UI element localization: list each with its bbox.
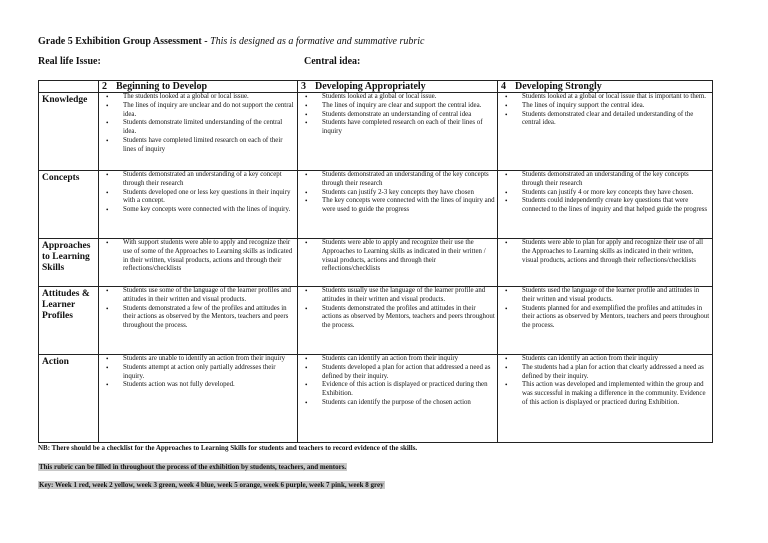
criterion-label: Attitudes & Learner Profiles xyxy=(39,287,99,355)
criterion-label: Approaches to Learning Skills xyxy=(39,239,99,287)
color-key: Key: Week 1 red, week 2 yellow, week 3 green, week 4 blue, week 5 orange, week 6 purple, week 7 pink, week 8 grey xyxy=(39,481,384,489)
descriptor-item: • Students have completed limited research on each of their lines of inquiry xyxy=(123,137,295,155)
descriptor-item: • Students were able to apply and recognize their use the Approaches to Learning skills as indicated in their written / visual products, actions and through their reflections/checklists xyxy=(322,239,495,274)
descriptor-item: • Students action was not fully developed. xyxy=(123,381,295,390)
descriptor-item: • Students could independently create key questions that were connected to the lines of inquiry and that helped guide the progress xyxy=(522,197,710,215)
descriptor-item: • Students demonstrate an understanding of central idea xyxy=(322,111,495,120)
descriptor-item: • Students looked at a global or local issue that is important to them. xyxy=(522,93,710,102)
rubric-cell xyxy=(298,171,498,239)
rubric-cell xyxy=(99,171,298,239)
descriptor-list xyxy=(298,239,495,274)
descriptor-item: • This action was developed and implemented within the group and was successful in making a difference in the community. Evidence of this action is displayed or practiced during Exhibition. xyxy=(522,381,710,407)
descriptor-item: • Students demonstrated a few of the profiles and attitudes in their actions as observed by the Mentors, teachers and peers throughout the process. xyxy=(123,305,295,331)
title-subtitle: This is designed as a formative and summative rubric xyxy=(210,36,425,47)
descriptor-item: • Students developed one or less key questions in their inquiry with a concept. xyxy=(123,189,295,207)
descriptor-list xyxy=(99,355,295,390)
descriptor-item: • Students can justify 4 or more key concepts they have chosen. xyxy=(522,189,710,198)
criterion-label: Knowledge xyxy=(39,93,99,171)
central-idea-label: Central idea: xyxy=(304,56,361,67)
descriptor-item: • Students demonstrated an understanding of the key concepts through their research xyxy=(322,171,495,189)
descriptor-item: • Students used the language of the learner profile and attitudes in their written and visual products. xyxy=(522,287,710,305)
rubric-cell xyxy=(498,239,713,287)
descriptor-list xyxy=(498,93,710,128)
rubric-row xyxy=(39,355,713,443)
descriptor-list xyxy=(298,171,495,215)
descriptor-item: • The students had a plan for action that clearly addressed a need as defined by their inquiry. xyxy=(522,364,710,382)
descriptor-item: • Evidence of this action is displayed or practiced during then Exhibition. xyxy=(322,381,495,399)
rubric-row xyxy=(39,287,713,355)
descriptor-item: • Students can identify the purpose of the chosen action xyxy=(322,399,495,408)
descriptor-list xyxy=(99,287,295,331)
criterion-label: Concepts xyxy=(39,171,99,239)
descriptor-list xyxy=(99,93,295,155)
fill-note: This rubric can be filled in throughout the process of the exhibition by students, teachers, and mentors. xyxy=(39,463,347,471)
descriptor-list xyxy=(498,355,710,408)
rubric-row xyxy=(39,93,713,171)
descriptor-item: • Students looked at a global or local issue. xyxy=(322,93,495,102)
criterion-label: Action xyxy=(39,355,99,443)
descriptor-list xyxy=(298,355,495,408)
descriptor-item: • Students demonstrate limited understanding of the central idea. xyxy=(123,119,295,137)
rubric-cell xyxy=(298,287,498,355)
descriptor-list xyxy=(99,239,295,274)
rubric-cell xyxy=(298,93,498,171)
descriptor-list xyxy=(99,171,295,215)
descriptor-list xyxy=(298,93,495,137)
rubric-cell xyxy=(498,93,713,171)
rubric-cell xyxy=(99,287,298,355)
rubric-cell xyxy=(99,93,298,171)
descriptor-item: • Students can identify an action from their inquiry xyxy=(522,355,710,364)
descriptor-item: • Students attempt at action only partially addresses their inquiry. xyxy=(123,364,295,382)
descriptor-item: • Students developed a plan for action that addressed a need as defined by their inquiry. xyxy=(322,364,495,382)
descriptor-item: • Students have completed research on each of their lines of inquiry xyxy=(322,119,495,137)
descriptor-item: • With support students were able to apply and recognize their use of some of the Approaches to Learning skills as indicated in their written, visual products, actions and through their reflections/checklists xyxy=(123,239,295,274)
descriptor-item: • Students can identify an action from their inquiry xyxy=(322,355,495,364)
criterion-header xyxy=(39,81,99,93)
real-life-issue-label: Real life Issue: xyxy=(38,56,101,67)
col-header-strongly: 4 Developing Strongly xyxy=(498,81,713,93)
descriptor-list xyxy=(498,239,710,265)
descriptor-list xyxy=(498,171,710,215)
rubric-table xyxy=(38,80,713,443)
col-header-beginning: 2 Beginning to Develop xyxy=(99,81,298,93)
rubric-cell xyxy=(99,239,298,287)
descriptor-item: • Some key concepts were connected with the lines of inquiry. xyxy=(123,206,295,215)
rubric-cell xyxy=(298,239,498,287)
rubric-row xyxy=(39,171,713,239)
descriptor-item: • Students were able to plan for apply and recognize their use of all the Approaches to Learning skills as indicated in their written, visual products, actions and through their reflections/checklists xyxy=(522,239,710,265)
document-title xyxy=(38,36,425,47)
descriptor-item: • Students use some of the language of the learner profiles and attitudes in their written and visual products. xyxy=(123,287,295,305)
descriptor-list xyxy=(298,287,495,331)
descriptor-list xyxy=(498,287,710,331)
descriptor-item: • Students are unable to identify an action from their inquiry xyxy=(123,355,295,364)
nb-note: NB: There should be a checklist for the Approaches to Learning Skills for students and teachers to record evidence of the skills. xyxy=(38,444,418,452)
rubric-cell xyxy=(99,355,298,443)
descriptor-item: • Students demonstrated an understanding of the key concepts through their research xyxy=(522,171,710,189)
rubric-header-row xyxy=(39,81,713,93)
descriptor-item: • Students demonstrated an understanding of a key concept through their research xyxy=(123,171,295,189)
descriptor-item: • Students demonstrated the profiles and attitudes in their actions as observed by Mentors, teachers and peers throughout the process. xyxy=(322,305,495,331)
descriptor-item: • Students can justify 2-3 key concepts they have chosen xyxy=(322,189,495,198)
descriptor-item: • The lines of inquiry are unclear and do not support the central idea. xyxy=(123,102,295,120)
descriptor-item: • The students looked at a global or local issue. xyxy=(123,93,295,102)
descriptor-item: • Students demonstrated clear and detailed understanding of the central idea. xyxy=(522,111,710,129)
descriptor-item: • The lines of inquiry support the central idea. xyxy=(522,102,710,111)
col-header-appropriately: 3 Developing Appropriately xyxy=(298,81,498,93)
descriptor-item: • Students usually use the language of the learner profile and attitudes in their written and visual products. xyxy=(322,287,495,305)
rubric-cell xyxy=(498,355,713,443)
descriptor-item: • The lines of inquiry are clear and support the central idea. xyxy=(322,102,495,111)
title-main: Grade 5 Exhibition Group Assessment - xyxy=(38,36,211,47)
descriptor-item: • Students planned for and exemplified the profiles and attitudes in their actions as observed by Mentors, teachers and peers throughout the process. xyxy=(522,305,710,331)
rubric-row xyxy=(39,239,713,287)
rubric-cell xyxy=(498,287,713,355)
rubric-cell xyxy=(498,171,713,239)
rubric-body xyxy=(39,93,713,443)
descriptor-item: • The key concepts were connected with the lines of inquiry and were used to guide the progress xyxy=(322,197,495,215)
rubric-cell xyxy=(298,355,498,443)
